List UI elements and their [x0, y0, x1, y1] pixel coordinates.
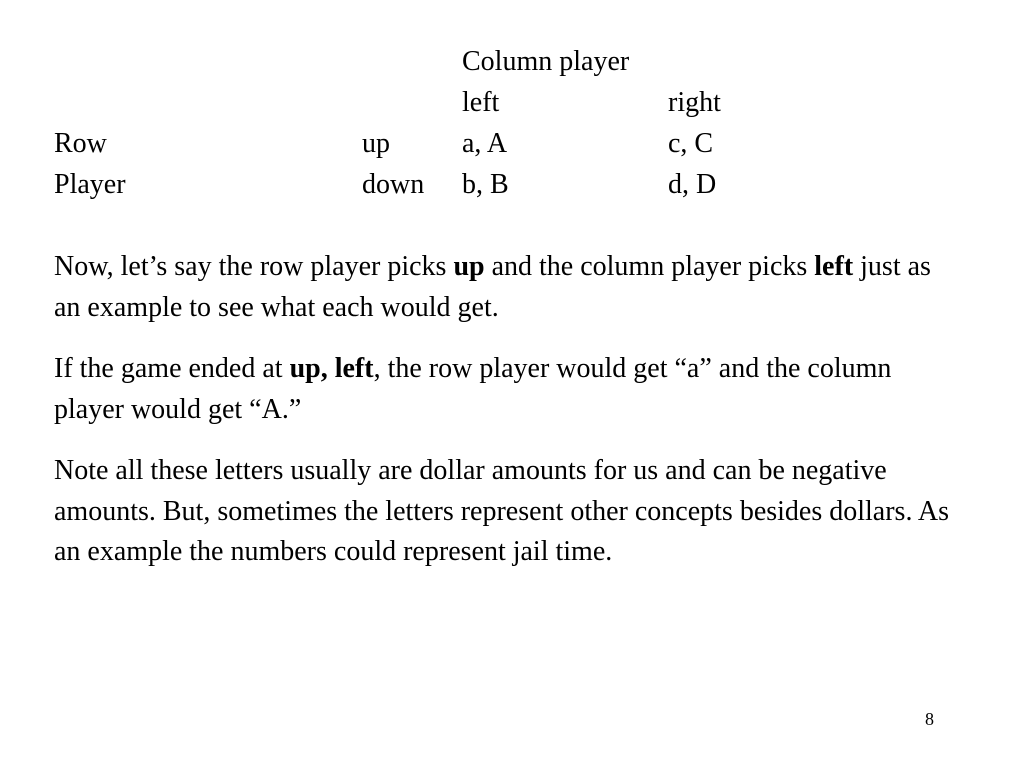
cell-down-right: d, D — [668, 169, 717, 200]
paragraph-text: , the row player would get “a” and the column player would get “A.” — [54, 353, 892, 425]
paragraph-up-left-outcome — [54, 349, 954, 430]
column-player-header: Column player — [462, 46, 630, 77]
page-number: 8 — [925, 709, 934, 729]
cell-up-right: c, C — [668, 128, 714, 159]
paragraph-text: and the column player picks — [484, 251, 815, 282]
paragraph-letters-meaning — [54, 451, 954, 573]
cell-up-left: a, A — [462, 128, 508, 159]
emphasized-text: up, left — [289, 353, 374, 384]
emphasized-text: left — [814, 251, 854, 282]
column-label-right: right — [668, 87, 721, 118]
paragraph-text: Now, let’s say the row player picks — [54, 251, 454, 282]
emphasized-text: up — [453, 251, 485, 282]
row-label-down: down — [362, 169, 425, 200]
row-player-header-line-1: Row — [54, 128, 107, 159]
column-label-left: left — [462, 87, 500, 118]
row-player-header-line-2: Player — [54, 169, 126, 200]
row-label-up: up — [362, 128, 390, 159]
cell-down-left: b, B — [462, 169, 509, 200]
paragraph-text: If the game ended at — [54, 353, 290, 384]
paragraph-text: Note all these letters usually are dollar amounts for us and can be negative amounts. But, sometimes the letters represent other concepts besides dollars. As an example the numbers could represent jail time. — [54, 455, 950, 567]
paragraph-text: just as an example to see what each would get. — [54, 251, 931, 323]
paragraph-example-choice — [54, 247, 954, 328]
